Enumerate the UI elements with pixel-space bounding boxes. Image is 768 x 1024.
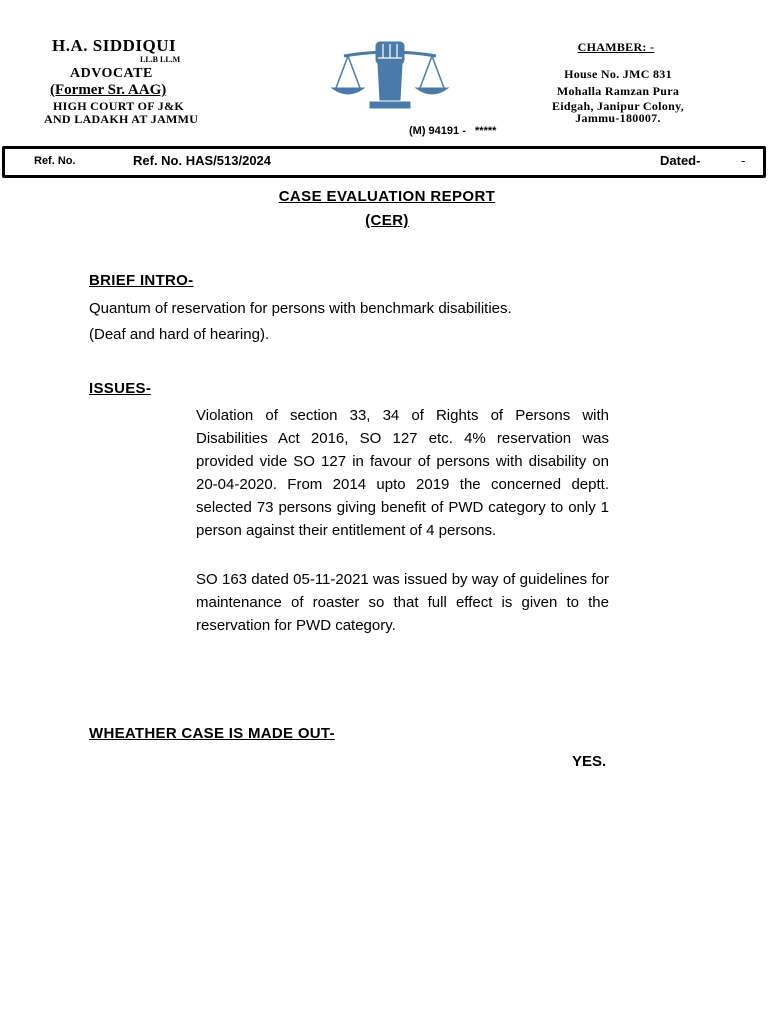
former-position: (Former Sr. AAG) bbox=[50, 82, 167, 98]
court-line-2: AND LADAKH AT JAMMU bbox=[44, 112, 199, 126]
advocate-degrees: LL.B LL.M bbox=[140, 55, 181, 64]
case-made-out-heading: WHEATHER CASE IS MADE OUT- bbox=[89, 725, 335, 742]
issues-paragraph-1: Violation of section 33, 34 of Rights of Persons with Disabilities Act 2016, SO 127 etc. 4% reservation was provided vide SO 127 in favour of persons with disability on 20-04-2020. From 2014 upto 2019 the concerned deptt. selected 73 persons giving benefit of PWD category to only 1 person against their entitlement of 4 persons. bbox=[196, 407, 609, 539]
fist-scales-of-justice-icon bbox=[330, 38, 450, 110]
report-subtitle: (CER) bbox=[365, 212, 409, 229]
issues-paragraph-2: SO 163 dated 05-11-2021 was issued by way of guidelines for maintenance of roaster so that full effect is given to the reservation for PWD category. bbox=[196, 571, 609, 634]
report-title: CASE EVALUATION REPORT bbox=[278, 188, 496, 205]
address-city: Jammu-180007. bbox=[575, 111, 661, 125]
dated-label: Dated- bbox=[660, 153, 701, 168]
case-made-out-answer: YES. bbox=[572, 753, 607, 770]
ref-label: Ref. No. bbox=[34, 155, 76, 167]
brief-intro-line-1: Quantum of reservation for persons with benchmark disabilities. bbox=[89, 300, 512, 317]
address-mohalla: Mohalla Ramzan Pura bbox=[556, 84, 680, 98]
mobile-number: (M) 94191 - ***** bbox=[409, 125, 497, 137]
advocate-name: H.A. SIDDIQUI bbox=[52, 36, 177, 55]
reference-bar bbox=[2, 146, 766, 178]
ref-number: Ref. No. HAS/513/2024 bbox=[133, 153, 272, 168]
issues-heading: ISSUES- bbox=[89, 380, 152, 397]
chamber-label: CHAMBER: - bbox=[577, 40, 655, 54]
brief-intro-line-2: (Deaf and hard of hearing). bbox=[89, 326, 270, 343]
advocate-title: ADVOCATE bbox=[70, 66, 153, 81]
brief-intro-heading: BRIEF INTRO- bbox=[89, 272, 194, 289]
address-house: House No. JMC 831 bbox=[564, 67, 672, 81]
address-area: Eidgah, Janipur Colony, bbox=[551, 99, 685, 113]
court-line-1: HIGH COURT OF J&K bbox=[53, 99, 185, 113]
dated-value: - bbox=[741, 153, 746, 168]
